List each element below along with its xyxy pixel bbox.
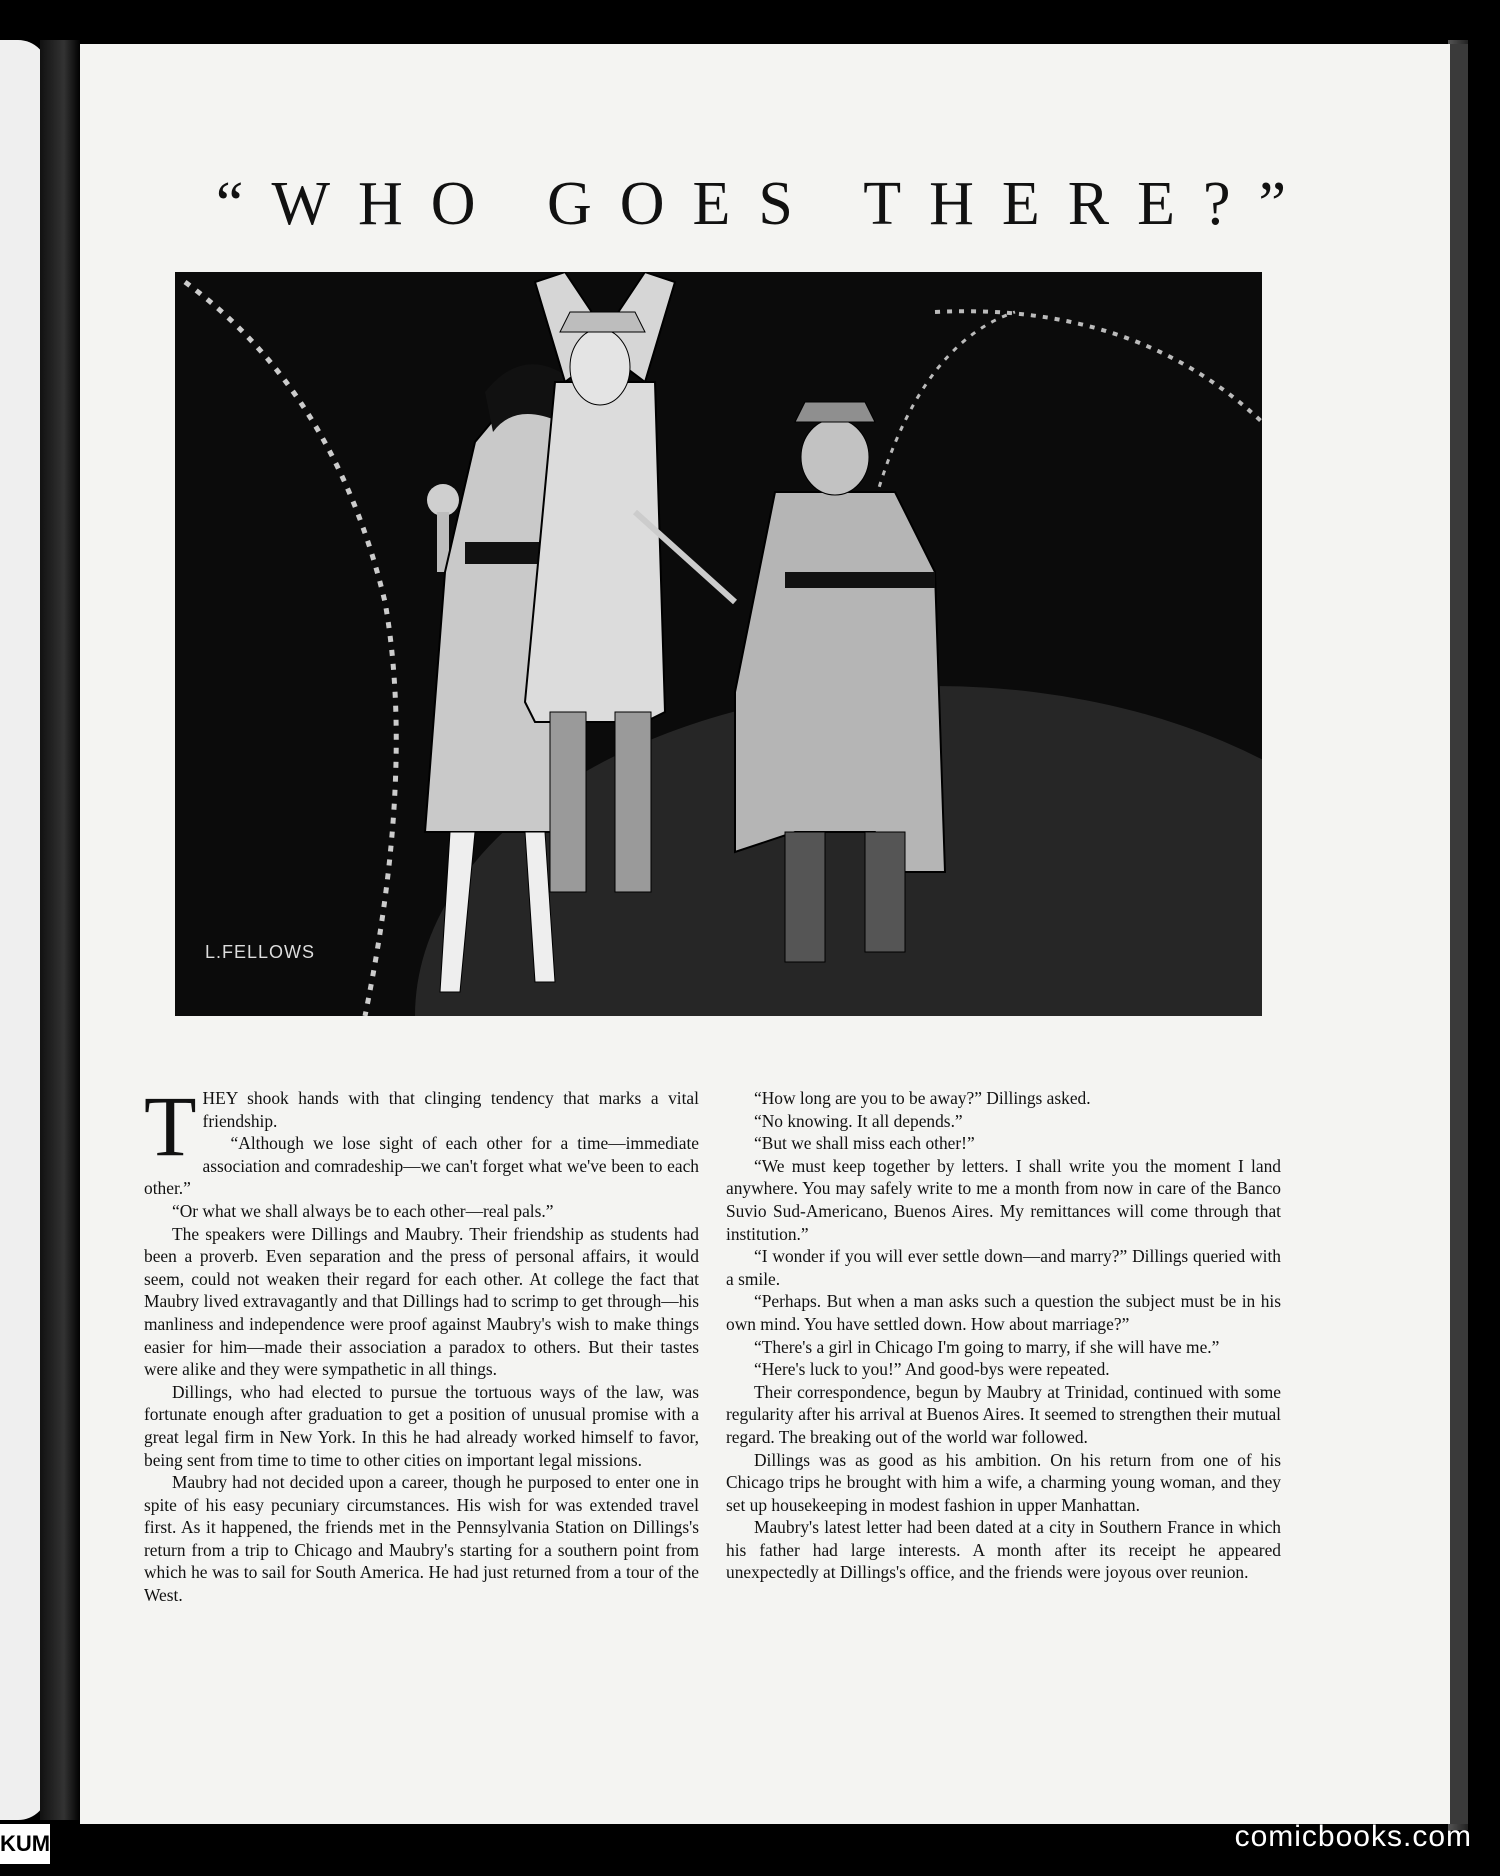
paragraph-text: HEY shook hands with that clinging tendency that marks a vital friendship. xyxy=(202,1088,699,1131)
illustration xyxy=(175,272,1262,1016)
binding-shadow xyxy=(40,40,80,1820)
paragraph: “I wonder if you will ever settle down—and marry?” Dillings queried with a smile. xyxy=(726,1246,1281,1289)
drop-cap: T xyxy=(144,1078,197,1174)
right-column xyxy=(726,1087,1281,1584)
paragraph: “Although we lose sight of each other for a time—immediate association and comradeship—we can't forget what we've been to each other.” xyxy=(144,1133,699,1199)
paragraph: “No knowing. It all depends.” xyxy=(754,1110,963,1131)
paragraph: Their correspondence, begun by Maubry at Trinidad, continued with some regularity after his arrival at Buenos Aires. It seemed to strengthen their mutual regard. The breaking out of the world war followed. xyxy=(726,1381,1281,1447)
paragraph: “We must keep together by letters. I shall write you the moment I land anywhere. You may safely write to me a month from now in care of the Banco Suvio Sud-Americano, Buenos Aires. My remittances will come through that institution.” xyxy=(726,1155,1281,1244)
paragraph: “But we shall miss each other!” xyxy=(754,1133,975,1154)
article-title: “WHO GOES THERE?” xyxy=(215,170,1315,238)
paragraph: The speakers were Dillings and Maubry. Their friendship as students had been a proverb. Even separation and the press of personal affairs, it would seem, could not weaken their regard for each other. At college the fact that Maubry lived extravagantly and that Dillings had to scrimp to get through—his manliness and independence were proof against Maubry's wish to make things easier for him—made their association a paradox to others. But their tastes were alike and they were sympathetic in all things. xyxy=(144,1223,699,1380)
magazine-page xyxy=(80,44,1468,1824)
paragraph: Maubry had not decided upon a career, though he purposed to enter one in spite of his easy pecuniary circumstances. His wish for was extended travel first. As it happened, the friends met in the Pennsylvania Station on Dillings's return from a trip to Chicago and Maubry's starting for a southern point from which he was to sail for South America. He had just returned from a tour of the West. xyxy=(144,1472,699,1606)
paragraph: Maubry's latest letter had been dated at a city in Southern France in which his father had large interests. A month after its receipt he appeared unexpectedly at Dillings's office, and the friends were joyous over reunion. xyxy=(726,1517,1281,1583)
watermark: comicbooks.com xyxy=(1234,1820,1472,1853)
paragraph: “Here's luck to you!” And good-bys were repeated. xyxy=(754,1359,1110,1380)
illustration-drawing xyxy=(175,272,1262,1016)
left-column xyxy=(144,1078,699,1607)
artist-signature: L.FELLOWS xyxy=(205,942,316,962)
paragraph: “Or what we shall always be to each other—real pals.” xyxy=(172,1200,554,1221)
paragraph: “There's a girl in Chicago I'm going to marry, if she will have me.” xyxy=(754,1336,1220,1357)
paragraph: Dillings, who had elected to pursue the tortuous ways of the law, was fortunate enough after graduation to get a position of unusual promise with a great legal firm in New York. In this he had already worked himself to favor, being sent from time to time to other cities on important legal missions. xyxy=(144,1381,699,1470)
paragraph: Dillings was as good as his ambition. On his return from one of his Chicago trips he brought with him a wife, a charming young woman, and they set up housekeeping in modest fashion in upper Manhattan. xyxy=(726,1449,1281,1515)
paragraph: “How long are you to be away?” Dillings asked. xyxy=(754,1088,1091,1108)
corner-tab: KUM xyxy=(0,1824,50,1864)
paragraph: “Perhaps. But when a man asks such a question the subject must be in his own mind. You have settled down. How about marriage?” xyxy=(726,1291,1281,1334)
